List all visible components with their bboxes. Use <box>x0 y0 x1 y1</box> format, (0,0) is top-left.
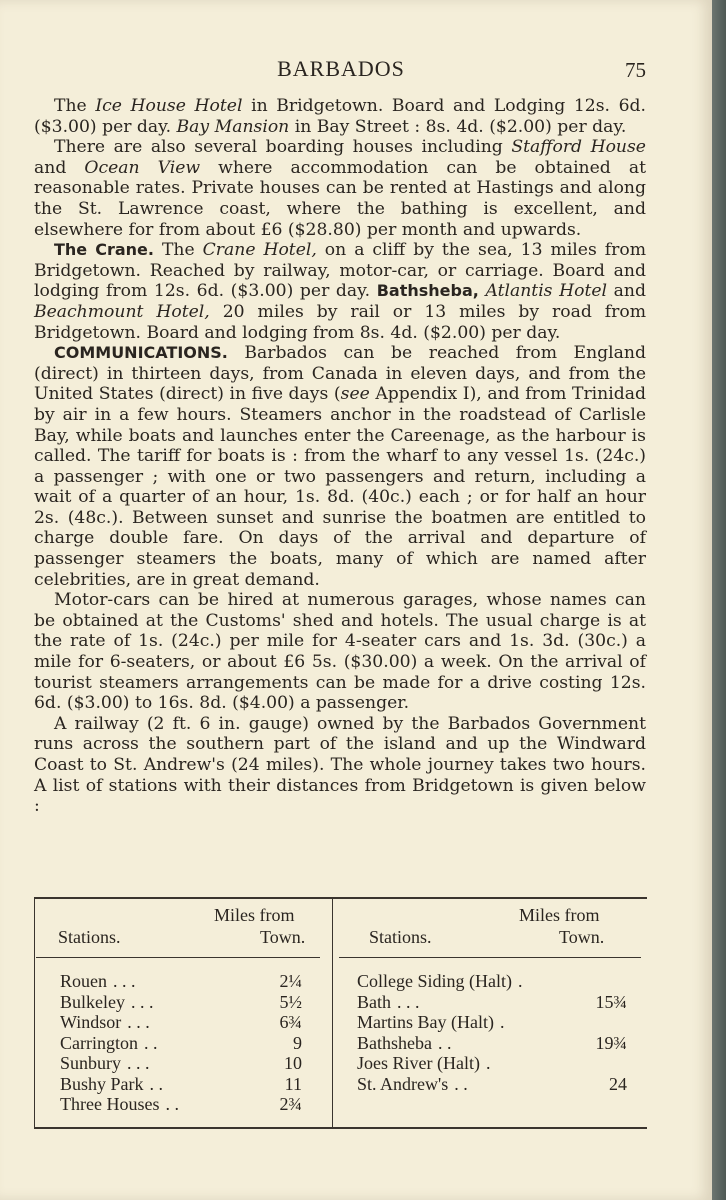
table-rows-right <box>333 971 647 1094</box>
table-row <box>34 1012 332 1033</box>
table-column-right <box>333 899 647 1127</box>
text-run: and <box>607 281 646 302</box>
leader-dots: . . . <box>127 1012 150 1032</box>
stations-table <box>34 897 647 1129</box>
miles-value: 15¾ <box>595 991 627 1012</box>
italic-text: Ice House Hotel <box>95 96 243 116</box>
body-text <box>34 96 646 817</box>
text-run: The <box>153 240 203 261</box>
italic-text: Crane Hotel, <box>202 240 317 261</box>
header-rule <box>36 957 320 958</box>
italic-text: Atlantis Hotel <box>485 281 608 302</box>
leader-dots: . . . <box>131 991 154 1012</box>
station-name: Windsor . . . <box>60 1012 150 1032</box>
paragraph <box>34 96 646 137</box>
miles-value: 6¾ <box>279 1012 302 1032</box>
running-title: BARBADOS <box>277 56 405 81</box>
text-run: and <box>34 157 85 178</box>
text-run: on a cliff by the sea, 13 miles from Bridgetown. Reached by railway, motor-car, or carriage. Board and lodging from 12s. 6d. ($3.00) per day. <box>34 240 646 302</box>
station-name: Rouen . . . <box>60 971 136 991</box>
table-row <box>333 1053 647 1074</box>
miles-value: 11 <box>284 1073 302 1094</box>
bold-heading: The Crane. <box>54 240 154 260</box>
leader-dots: . . . <box>113 971 136 991</box>
leader-dots: . . <box>454 1073 468 1094</box>
page-number: 75 <box>625 58 646 82</box>
header-miles-from: Miles from <box>519 905 600 925</box>
leader-dots: . . <box>144 1032 158 1053</box>
paragraph <box>34 590 646 714</box>
text-run: Barbados can be reached from England (direct) in thirteen days, from Canada in eleven days, and from the United States (direct) in five days ( <box>34 343 646 405</box>
paragraph <box>34 714 646 817</box>
bold-heading: COMMUNICATIONS. <box>54 343 228 363</box>
station-name: Martins Bay (Halt) . <box>357 1012 505 1032</box>
table-column-left <box>34 899 333 1127</box>
miles-value: 24 <box>609 1073 627 1094</box>
table-row <box>333 992 647 1013</box>
italic-text: Bay Mansion <box>176 116 290 137</box>
text-run: Appendix I), and from Trinidad by air in a few hours. Steamers anchor in the roadstead of Carlisle Bay, while boats and launches enter the Careenage, as the harbour is called. The tariff for boats is : from the wharf to any vessel 1s. (24c.) a passenger ; with one or two passengers and return, including a wait of a quarter of an hour, 1s. 8d. (40c.) each ; or for half an hour 2s. (48c.). Between sunset and sunrise the boatmen are entitled to charge double fare. On days of the arrival and departure of passenger steamers the boats, many of which are named after celebrities, are in great demand. <box>34 384 646 590</box>
italic-text: Beachmount Hotel, <box>34 301 210 322</box>
text-run: There are also several boarding houses including <box>54 137 512 158</box>
station-name: Carrington . . <box>60 1032 158 1053</box>
text-run: 20 miles by rail or 13 miles by road from Bridgetown. Board and lodging from 8s. 4d. ($2.00) per day. <box>34 301 646 343</box>
text-run: where accommodation can be obtained at reasonable rates. Private houses can be rented at Hastings and along the St. Lawrence coast, where the bathing is excellent, and elsewhere for from about £6 ($28.80) per month and upwards. <box>34 157 646 240</box>
table-rows-left <box>34 971 332 1115</box>
table-row <box>34 1094 332 1115</box>
miles-value: 10 <box>284 1053 302 1073</box>
header-town: Town. <box>559 927 605 947</box>
leader-dots: . <box>485 1053 491 1073</box>
station-name: Sunbury . . . <box>60 1053 150 1073</box>
table-row <box>333 1033 647 1054</box>
table-row <box>34 971 332 992</box>
page-edge <box>712 0 726 1200</box>
miles-value: 2¾ <box>279 1094 302 1114</box>
station-name: Bulkeley . . . <box>60 991 154 1012</box>
station-name: St. Andrew's . . <box>357 1073 468 1094</box>
header-stations: Stations. <box>58 927 121 947</box>
italic-text: see <box>340 384 370 405</box>
text-run: The <box>54 96 96 116</box>
table-row <box>34 1033 332 1054</box>
page-header <box>36 56 646 86</box>
header-rule <box>339 957 641 958</box>
table-row <box>333 1012 647 1033</box>
station-name: Bathsheba . . <box>357 1032 452 1053</box>
italic-text: Ocean View <box>84 157 201 178</box>
table-row <box>333 1074 647 1095</box>
table-row <box>34 1053 332 1074</box>
miles-value: 9 <box>293 1032 302 1053</box>
text-run: in Bay Street : 8s. 4d. ($2.00) per day. <box>289 116 627 137</box>
leader-dots: . . <box>165 1094 179 1114</box>
leader-dots: . . <box>437 1032 452 1053</box>
table-row <box>34 1074 332 1095</box>
text-run: in Bridgetown. Board and Lodging 12s. 6d. ($3.00) per day. <box>34 96 647 137</box>
station-name: Bushy Park . . <box>60 1073 164 1094</box>
text-run: Motor-cars can be hired at numerous garages, whose names can be obtained at the Customs' shed and hotels. The usual charge is at the rate of 1s. (24c.) per mile for 4-seater cars and 1s. 3d. (30c.) a mile for 6-seaters, or about £6 5s. ($30.00) a week. On the arrival of tourist steamers arrangements can be made for a drive costing 12s. 6d. ($3.00) to 16s. 8d. ($4.00) a passenger. <box>34 590 646 714</box>
miles-value: 2¼ <box>279 971 302 991</box>
table-row <box>34 992 332 1013</box>
header-miles-from: Miles from <box>214 905 295 925</box>
station-name: Three Houses . . <box>60 1094 179 1114</box>
paragraph <box>34 240 646 343</box>
leader-dots: . <box>499 1012 505 1032</box>
bold-heading: Bathsheba, <box>376 281 479 301</box>
text-run: A railway (2 ft. 6 in. gauge) owned by the Barbados Government runs across the southern part of the island and up the Windward Coast to St. Andrew's (24 miles). The whole journey takes two hours. A list of stations with their distances from Bridgetown is given below : <box>34 713 646 817</box>
table-row <box>333 971 647 992</box>
station-name: Bath . . . <box>357 991 420 1012</box>
leader-dots: . . <box>149 1073 164 1094</box>
miles-value: 19¾ <box>595 1032 627 1053</box>
italic-text: Stafford House <box>511 137 646 158</box>
leader-dots: . . . <box>397 991 420 1012</box>
leader-dots: . <box>517 971 523 991</box>
station-name: College Siding (Halt) . <box>357 971 523 991</box>
station-name: Joes River (Halt) . <box>357 1053 491 1073</box>
leader-dots: . . . <box>127 1053 150 1073</box>
header-stations: Stations. <box>369 927 432 947</box>
paragraph <box>34 137 646 240</box>
header-town: Town. <box>260 927 306 947</box>
paragraph <box>34 343 646 590</box>
miles-value: 5½ <box>279 991 302 1012</box>
